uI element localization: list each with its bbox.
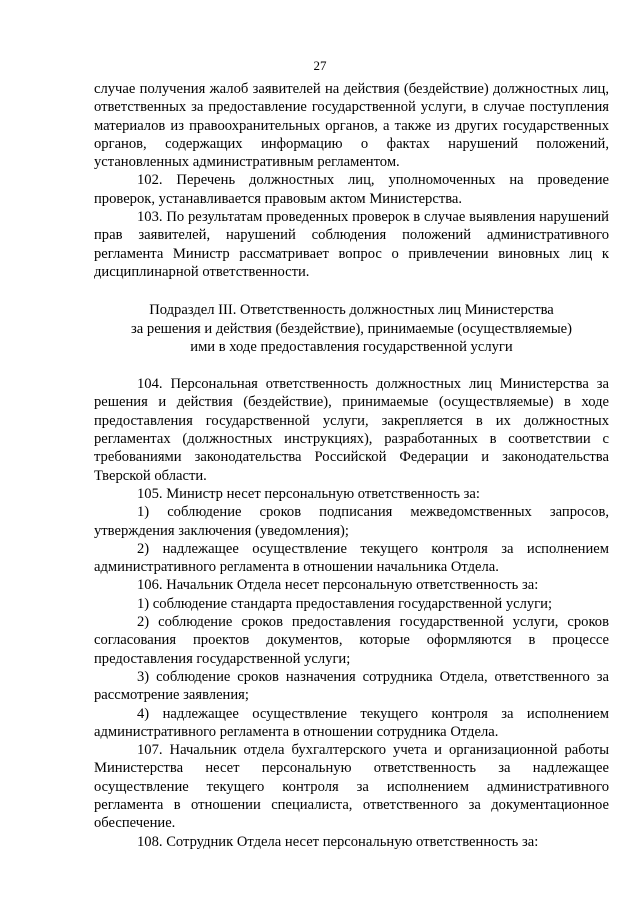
- paragraph-105: 105. Министр несет персональную ответственность за:: [137, 485, 480, 502]
- paragraph-107: 107. Начальник отдела бухгалтерского учета и организационной работы Министерства несет персональную ответственность за надлежащее осуществление текущего контроля за исполнением административного регламента в отношении специалиста, ответственного за документационное обеспечение.: [94, 742, 609, 832]
- paragraph-104: 104. Персональная ответственность должностных лиц Министерства за решения и действия (бездействие), принимаемые (осуществляемые) в ходе предоставления государственной услуги, закрепляется в их должностных регламентах (должностных инструкциях), разработанных в соответствии с требованиями законодательства Российской Федерации и законодательства Тверской области.: [94, 376, 609, 484]
- document-body: [94, 80, 609, 851]
- paragraph-continuation: случае получения жалоб заявителей на действия (бездействие) должностных лиц, ответственных за предоставление государственной услуги, в случае поступления материалов из правоохранительных органов, а также из других государственных органов, содержащих информацию о фактах нарушений положений, установленных административным регламентом.: [94, 81, 609, 171]
- paragraph-103: 103. По результатам проведенных проверок в случае выявления нарушений прав заявителей, нарушений соблюдения положений административного регламента Министр рассматривает вопрос о привлечении виновных лиц к дисциплинарной ответственности.: [94, 209, 609, 280]
- subsection-title-line: Подраздел III. Ответственность должностных лиц Министерства: [149, 302, 554, 319]
- list-item: 1) соблюдение сроков подписания межведомственных запросов, утверждения заключения (уведомления);: [94, 504, 609, 539]
- list-item: 4) надлежащее осуществление текущего контроля за исполнением административного регламента в отношении сотрудника Отдела.: [94, 705, 609, 740]
- list-item: 2) соблюдение сроков предоставления государственной услуги, сроков согласования проектов документов, которые оформляются в процессе предоставления государственной услуги;: [94, 614, 609, 667]
- subsection-title-line: за решения и действия (бездействие), принимаемые (осуществляемые): [131, 320, 572, 337]
- page-number: 27: [313, 58, 327, 73]
- subsection-title-line: ими в ходе предоставления государственной услуги: [190, 338, 513, 355]
- paragraph-108: 108. Сотрудник Отдела несет персональную ответственность за:: [137, 833, 539, 850]
- paragraph-106: 106. Начальник Отдела несет персональную ответственность за:: [137, 577, 539, 594]
- subsection-title: [94, 301, 609, 356]
- list-item: 3) соблюдение сроков назначения сотрудника Отдела, ответственного за рассмотрение заявления;: [94, 668, 609, 704]
- list-item: 1) соблюдение стандарта предоставления государственной услуги;: [137, 595, 553, 612]
- paragraph-102: 102. Перечень должностных лиц, уполномоченных на проведение проверок, устанавливается правовым актом Министерства.: [94, 172, 609, 207]
- list-item: 2) надлежащее осуществление текущего контроля за исполнением административного регламента в отношении начальника Отдела.: [94, 540, 609, 576]
